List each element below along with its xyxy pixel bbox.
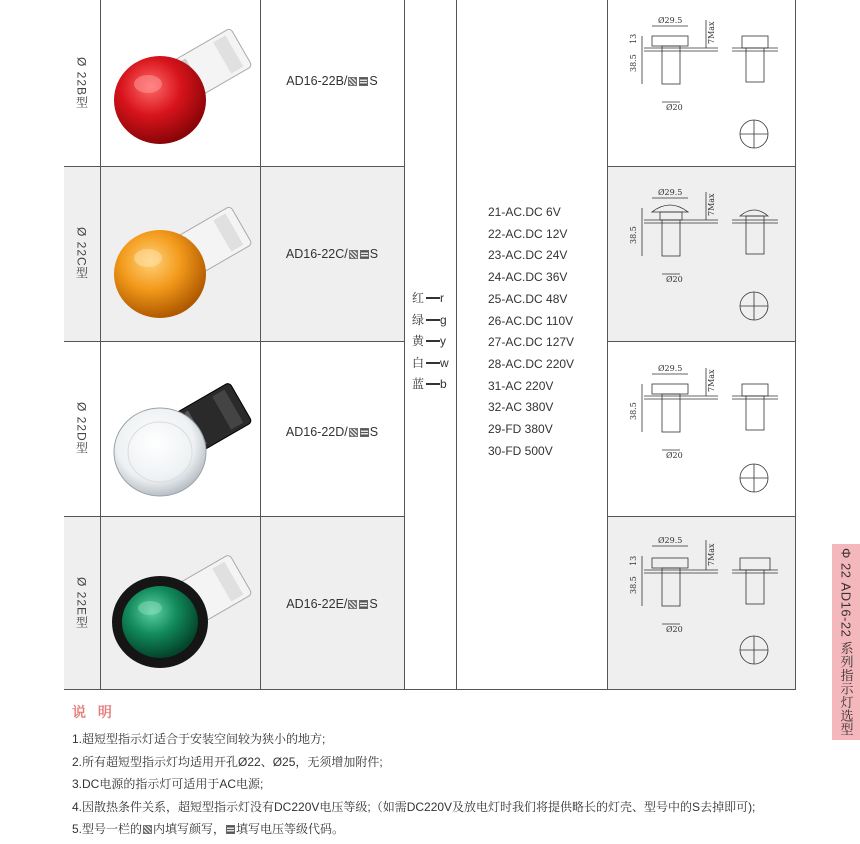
model-number: AD16-22D/ S bbox=[285, 425, 379, 439]
voltage-item: 23-AC.DC 24V bbox=[488, 248, 568, 263]
model-number: AD16-22E/ S bbox=[286, 597, 378, 611]
dimension-drawing bbox=[622, 358, 792, 508]
col-line-5 bbox=[607, 0, 608, 690]
dim-text: Ø29.5 bbox=[658, 188, 683, 197]
dim-text: 13 bbox=[629, 555, 638, 566]
dim-text: Ø20 bbox=[666, 451, 683, 460]
dim-text: 7Max bbox=[707, 543, 716, 566]
dim-text: Ø20 bbox=[666, 103, 683, 112]
voltage-code-box-icon bbox=[359, 77, 368, 86]
note-item: 5.型号一栏的 内填写颜写， 填写电压等级代码。 bbox=[72, 822, 345, 836]
type-label: Ø 22D型 bbox=[74, 402, 89, 455]
color-code-list bbox=[412, 288, 449, 396]
col-line-3 bbox=[404, 0, 405, 690]
dim-text: Ø20 bbox=[666, 275, 683, 284]
voltage-item: 24-AC.DC 36V bbox=[488, 270, 568, 285]
model-number: AD16-22B/ S bbox=[286, 74, 378, 88]
color-code-item: 白 w bbox=[412, 355, 449, 370]
dim-text: 38.5 bbox=[629, 54, 638, 72]
dimension-drawing bbox=[622, 530, 792, 680]
color-code-item: 红 r bbox=[412, 291, 445, 305]
dim-text: Ø29.5 bbox=[658, 16, 683, 25]
voltage-code-box-icon bbox=[360, 428, 369, 437]
note-item: 2.所有超短型指示灯均适用开孔Ø22、Ø25，无须增加附件; bbox=[72, 754, 383, 769]
voltage-item: 30-FD 500V bbox=[488, 443, 553, 458]
model-number: AD16-22C/ S bbox=[285, 247, 379, 261]
color-code-item: 蓝 b bbox=[412, 377, 447, 391]
notes-title: 说 明 bbox=[72, 704, 116, 720]
dim-text: Ø20 bbox=[666, 625, 683, 634]
color-code-item: 黄 y bbox=[412, 334, 447, 348]
col-line-4 bbox=[456, 0, 457, 690]
row-line-bottom bbox=[64, 689, 796, 690]
row-line-1a bbox=[64, 166, 405, 167]
voltage-item: 29-FD 380V bbox=[488, 422, 553, 437]
dimension-drawing bbox=[622, 10, 792, 160]
color-code-box-icon bbox=[348, 600, 357, 609]
voltage-item: 25-AC.DC 48V bbox=[488, 291, 568, 306]
color-code-item: 绿 g bbox=[412, 312, 447, 327]
dim-text: 38.5 bbox=[629, 402, 638, 420]
color-code-box-icon bbox=[349, 250, 358, 259]
voltage-item: 27-AC.DC 127V bbox=[488, 335, 575, 350]
dim-text: 7Max bbox=[707, 193, 716, 216]
col-line-6 bbox=[795, 0, 796, 690]
notes-section bbox=[72, 702, 755, 841]
dim-text: Ø29.5 bbox=[658, 536, 683, 545]
voltage-item: 31-AC 220V bbox=[488, 378, 554, 393]
note-item: 1.超短型指示灯适合于安装空间较为狭小的地方; bbox=[72, 732, 326, 746]
voltage-code-box-icon bbox=[226, 825, 235, 834]
dimension-drawing bbox=[622, 182, 792, 332]
row-line-3a bbox=[64, 516, 405, 517]
dim-text: 38.5 bbox=[629, 576, 638, 594]
type-label: Ø 22C型 bbox=[74, 227, 89, 280]
dim-text: 7Max bbox=[707, 369, 716, 392]
voltage-list bbox=[488, 202, 574, 462]
dim-text: 38.5 bbox=[629, 226, 638, 244]
voltage-item: 28-AC.DC 220V bbox=[488, 356, 575, 371]
lamp-image-orange bbox=[108, 190, 254, 330]
lamp-image-white bbox=[108, 368, 254, 508]
series-side-tab: Φ 22 AD16-22 系列指示灯选型 bbox=[832, 544, 860, 740]
lamp-image-red bbox=[108, 12, 254, 152]
type-label: Ø 22E型 bbox=[74, 576, 89, 630]
voltage-item: 22-AC.DC 12V bbox=[488, 226, 568, 241]
color-code-box-icon bbox=[143, 825, 152, 834]
lamp-image-green bbox=[108, 540, 254, 680]
note-item: 3.DC电源的指示灯可适用于AC电源; bbox=[72, 777, 264, 791]
voltage-item: 26-AC.DC 110V bbox=[488, 313, 574, 328]
spec-table bbox=[64, 0, 796, 690]
color-code-box-icon bbox=[349, 428, 358, 437]
voltage-item: 21-AC.DC 6V bbox=[488, 205, 561, 219]
type-label: Ø 22B型 bbox=[74, 56, 89, 110]
dim-text: 7Max bbox=[707, 21, 716, 44]
color-code-box-icon bbox=[348, 77, 357, 86]
voltage-code-box-icon bbox=[360, 250, 369, 259]
col-line-1 bbox=[100, 0, 101, 690]
dim-text: Ø29.5 bbox=[658, 364, 683, 373]
row-line-2a bbox=[64, 341, 405, 342]
voltage-code-box-icon bbox=[359, 600, 368, 609]
row-line-2b bbox=[607, 341, 796, 342]
voltage-item: 32-AC 380V bbox=[488, 400, 554, 415]
dim-text: 13 bbox=[629, 33, 638, 44]
row-line-3b bbox=[607, 516, 796, 517]
note-item: 4.因散热条件关系，超短型指示灯没有DC220V电压等级;（如需DC220V及放电灯时我们将提供略长的灯壳、型号中的S去掉即可); bbox=[72, 799, 756, 814]
row-line-1b bbox=[607, 166, 796, 167]
col-line-2 bbox=[260, 0, 261, 690]
